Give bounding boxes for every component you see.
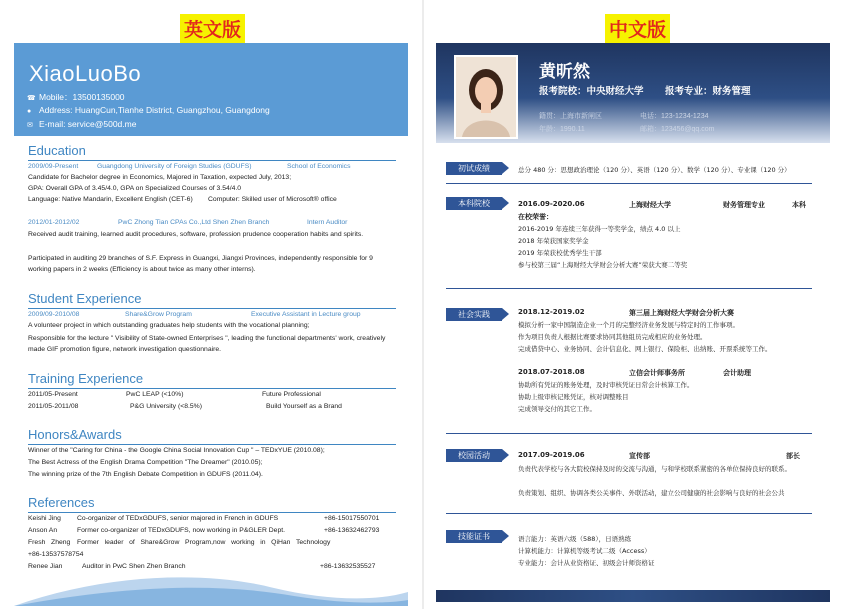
reference-desc: Former leader of Share&Grow Program,now working in QiHan Technology <box>77 539 331 546</box>
cn-campus-label: 校园活动 <box>446 449 502 462</box>
edu-org: PwC Zhong Tian CPAs Co.,Ltd Shen Zhen Branch <box>118 219 270 226</box>
chinese-resume <box>424 0 842 609</box>
training-date: 2011/05-2011/08 <box>28 403 79 410</box>
cn-exam-label: 初试成绩 <box>446 162 502 175</box>
edu-date: 2009/09-Present <box>28 163 79 170</box>
honor-item: Winner of the "Caring for China - the Google China Social Innovation Cup " – TEDxYUE (2010.08); <box>28 447 325 454</box>
practice-line: 模拟分析一家中国制造企业一个月的完整经济业务发展与特定时的工作事项。 <box>518 321 739 329</box>
reference-name: Renee Jian <box>28 563 63 570</box>
campus-date: 2017.09-2019.06 <box>518 451 585 459</box>
practice-line: 协助上级审核记账凭证，核对调整账目 <box>518 393 629 401</box>
practice-role: 会计助理 <box>723 369 751 377</box>
divider <box>28 160 396 161</box>
practice-line: 协助所有凭证的账务处理，及时审核凭证日常会计核算工作。 <box>518 381 694 389</box>
reference-desc: Auditor in PwC Shen Zhen Branch <box>82 563 186 570</box>
edu-line: 在校荣誉： <box>518 213 553 221</box>
divider <box>446 183 812 184</box>
reference-phone: +86-15017550701 <box>324 515 380 522</box>
en-address: ● Address: HuangCun,Tianhe District, Guangzhou, Guangdong <box>27 105 270 115</box>
edu-line: 2018 年荣获国家奖学金 <box>518 237 589 245</box>
reference-phone: +86-13537578754 <box>28 551 84 558</box>
cn-hometown: 籍贯：上海市新闸区 <box>539 113 602 120</box>
cn-header <box>436 43 830 143</box>
reference-phone: +86-13632535527 <box>320 563 376 570</box>
edu-degree: 本科 <box>792 201 806 209</box>
skill-item: 计算机能力：计算机等级考试二级（Access） <box>518 547 651 555</box>
student-paragraph: Responsible for the lecture " Visibility of State-owned Enterprises ", leading the functional departments' work, creatively made GIF promotion figure, network investigation questionnaire. <box>28 335 386 353</box>
training-date: 2011/05-Present <box>28 391 78 398</box>
footer-bar <box>436 590 830 602</box>
student-date: 2009/09-2010/08 <box>28 311 80 318</box>
divider <box>28 512 396 513</box>
en-name: XiaoLuoBo <box>29 61 142 86</box>
edu-line: Candidate for Bachelor degree in Economics, Majored in Taxation, expected July, 2013; <box>28 174 292 181</box>
campus-org: 宣传部 <box>629 452 650 460</box>
edu-line: 参与校第三届“上海财经大学财会分析大赛”荣获大赛二等奖 <box>518 261 688 269</box>
practice-org: 立信会计师事务所 <box>629 369 685 377</box>
edu-paragraph: Received audit training, learned audit procedures, software, profession prudence cooperation habits and spirits. <box>28 231 364 238</box>
cn-edu-label: 本科院校 <box>446 197 502 210</box>
reference-phone: +86-13632462793 <box>324 527 380 534</box>
en-honors-title: Honors&Awards <box>28 427 122 442</box>
reference-name: Fresh Zheng <box>28 539 71 546</box>
honor-item: The Best Actress of the English Drama Competition "The Dreamer" (2010.05); <box>28 459 263 466</box>
training-org: PwC LEAP (<10%) <box>126 391 184 398</box>
edu-line: GPA: Overall GPA of 3.45/4.0, GPA on Specialized Courses of 3.54/4.0 <box>28 185 242 192</box>
practice-org: 第三届上海财经大学财会分析大赛 <box>629 309 734 317</box>
practice-date: 2018.12-2019.02 <box>518 308 585 316</box>
en-email: ✉ E-mail: service@500d.me <box>27 119 137 129</box>
campus-line: 负责策划、组织、协调各类公关事件、外联活动，建立公司健康的社会影响与良好的社会公共 <box>518 489 785 497</box>
edu-major: 财务管理专业 <box>723 201 765 209</box>
reference-name: Keishi Jing <box>28 515 61 522</box>
edu-school: 上海财经大学 <box>629 201 671 209</box>
divider <box>446 513 812 514</box>
reference-name: Anson An <box>28 527 58 534</box>
student-role: Executive Assistant in Lecture group <box>251 311 361 318</box>
campus-role: 部长 <box>786 452 800 460</box>
en-header <box>14 43 408 136</box>
training-desc: Build Yourself as a Brand <box>266 403 342 410</box>
cn-school: 报考院校：中央财经大学 <box>539 86 644 97</box>
edu-line: 2016-2019 年连续三年获得一等奖学金，绩点 4.0 以上 <box>518 225 681 233</box>
practice-line: 作为项目负责人根据比赛要求协同其他组员完成相应的业务处理。 <box>518 333 707 341</box>
reference-desc: Co-organizer of TEDxGDUFS, senior majored in French in GDUFS <box>77 515 279 522</box>
cn-phone: 电话：123-1234-1234 <box>640 113 709 120</box>
honor-item: The winning prize of the 7th English Debate Competition in GDUFS (2011.04). <box>28 471 263 478</box>
cn-major: 报考专业：财务管理 <box>665 86 751 97</box>
student-org: Share&Grow Program <box>125 311 192 318</box>
en-education-title: Education <box>28 143 86 158</box>
skill-item: 语言能力：英语六级（588），日语熟练 <box>518 535 632 543</box>
en-training-title: Training Experience <box>28 371 144 386</box>
practice-line: 完成借贷中心、业务协同、会计信息化、网上银行、保险柜、出纳账、开票系统等工作。 <box>518 345 772 353</box>
campus-line: 负责代表学校与各大院校保持及时的交流与沟通，与和学校联系紧密的各单位保持良好的联系。 <box>518 465 791 473</box>
practice-date: 2018.07-2018.08 <box>518 368 585 376</box>
mail-icon: ✉ <box>27 122 33 129</box>
edu-role: Intern Auditor <box>307 219 348 226</box>
cn-social-label: 社会实践 <box>446 308 502 321</box>
english-version-label: 英文版 <box>180 14 245 43</box>
divider <box>28 308 396 309</box>
edu-org: Guangdong University of Foreign Studies (GDUFS) <box>97 163 252 170</box>
cn-name: 黄昕然 <box>539 62 590 82</box>
cn-email: 邮箱：123456@qq.com <box>640 126 715 133</box>
en-references-title: References <box>28 495 95 510</box>
cn-exam-score: 总分 480 分：思想政治理论（120 分）、英语（120 分）、数学（120 分）、专业课（120 分） <box>518 166 791 174</box>
edu-date: 2016.09-2020.06 <box>518 200 585 208</box>
practice-line: 完成领导交付的其它工作。 <box>518 405 596 413</box>
divider <box>446 433 812 434</box>
training-org: P&G University (<8.5%) <box>130 403 202 410</box>
phone-icon: ☎ <box>27 95 36 102</box>
edu-language: Language: Native Mandarin, Excellent English (CET-6) <box>28 196 193 203</box>
en-student-title: Student Experience <box>28 291 142 306</box>
training-desc: Future Professional <box>262 391 321 398</box>
edu-line: 2019 年荣获校优秀学生干部 <box>518 249 602 257</box>
wave-decoration <box>14 566 408 606</box>
cn-age: 年龄：1990.11 <box>539 126 585 133</box>
edu-date: 2012/01-2012/02 <box>28 219 80 226</box>
profile-photo <box>454 55 518 139</box>
divider <box>28 444 396 445</box>
location-icon: ● <box>27 108 32 115</box>
divider <box>446 288 812 289</box>
edu-paragraph: Participated in auditing 29 branches of S.F. Express in Guangxi, Jiangxi Provinces, independently responsible for 9 working papers in 2 weeks (Efficiency is about twice as many other interns). <box>28 255 373 273</box>
en-mobile: ☎ Mobile：13500135000 <box>27 92 125 102</box>
skill-item: 专业能力：会计从业资格证、初级会计师资格证 <box>518 559 655 567</box>
divider <box>28 388 396 389</box>
cn-skills-label: 技能证书 <box>446 530 502 543</box>
chinese-version-label: 中文版 <box>605 14 670 43</box>
student-paragraph: A volunteer project in which outstanding graduates help students with the vocational planning; <box>28 322 310 329</box>
reference-desc: Former co-organizer of TEDxGDUFS, now working in P&GLER Dept. <box>77 527 286 534</box>
edu-computer: Computer: Skilled user of Microsoft® office <box>208 196 337 203</box>
edu-role: School of Economics <box>287 163 351 170</box>
